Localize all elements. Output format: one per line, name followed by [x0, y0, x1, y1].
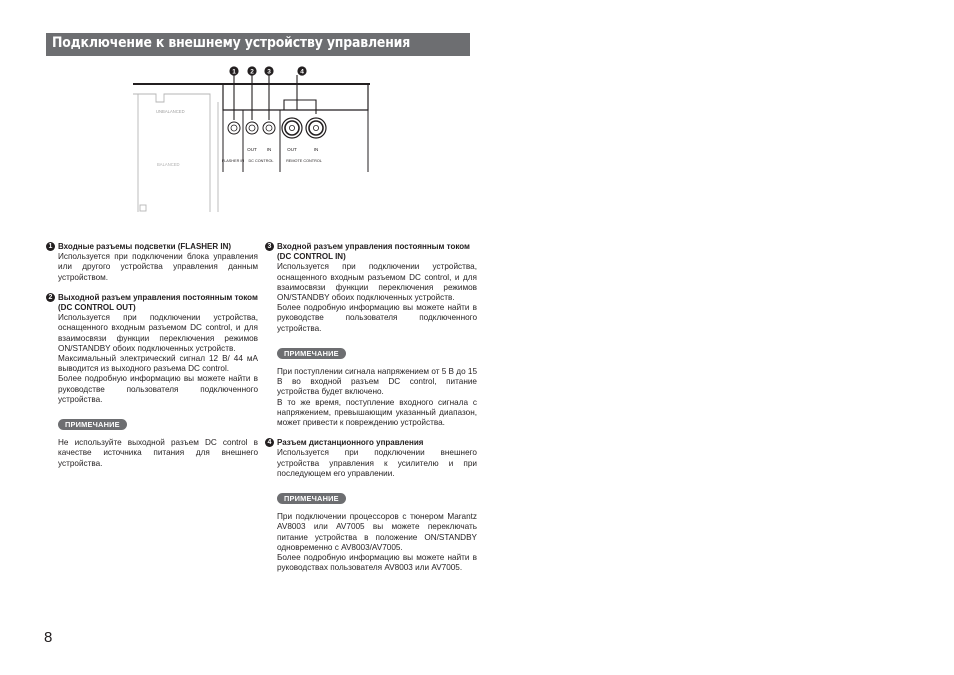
- section-heading: Входной разъем управления постоянным током (DC CONTROL IN): [277, 242, 470, 262]
- note-text: [265, 367, 477, 428]
- svg-text:1: 1: [232, 68, 236, 76]
- paragraph: Используется при подключении устройства, оснащенного входным разъемом DC control, и для взаимосвязи функции переключения режимов ON/STANDBY обоих подключенных устройств.: [58, 313, 258, 353]
- paragraph: Более подробную информацию вы можете найти в руководствах пользователя AV8003 или AV7005.: [277, 553, 477, 573]
- flasher-in-label: FLASHER IN: [221, 159, 245, 163]
- marker-4-icon: [297, 66, 306, 75]
- section-flasher-in: [46, 242, 258, 283]
- page-title-bar: [46, 33, 470, 56]
- svg-text:3: 3: [267, 68, 271, 76]
- paragraph: Максимальный электрический сигнал 12 В/ 44 мА выводится из выходного разъема DC control.: [58, 354, 258, 374]
- dc-out-label: OUT: [247, 147, 257, 152]
- section-heading: Входные разъемы подсветки (FLASHER IN): [58, 242, 232, 251]
- paragraph: Более подробную информацию вы можете найти в руководстве пользователя подключенного устройства.: [277, 303, 477, 333]
- svg-text:2: 2: [250, 68, 254, 76]
- right-column: [265, 242, 477, 573]
- note-box: [277, 493, 477, 504]
- paragraph: Более подробную информацию вы можете найти в руководстве пользователя подключенного устройства.: [58, 374, 258, 404]
- remote-control-label: REMOTE CONTROL: [286, 159, 322, 163]
- paragraph: Не используйте выходной разъем DC control в качестве источника питания для внешнего устройства.: [58, 438, 258, 468]
- remote-control-in-jack-icon: [306, 118, 326, 138]
- unbalanced-label: UNBALANCED: [156, 109, 185, 114]
- paragraph: В то же время, поступление входного сигнала с напряжением, превышающим указанный диапазон, может привести к повреждению устройства.: [277, 397, 477, 428]
- number-4-icon: 4: [265, 438, 274, 447]
- note-badge: ПРИМЕЧАНИЕ: [277, 348, 346, 359]
- note-box: [277, 348, 477, 359]
- flasher-in-jack-icon: [228, 122, 240, 134]
- note-text: [265, 512, 477, 573]
- section-body: [46, 313, 258, 405]
- section-body: Используется при подключении блока управления или другого устройства управления данным устройством.: [58, 252, 258, 282]
- dc-control-label: DC CONTROL: [248, 159, 274, 163]
- section-body: Используется при подключении внешнего устройства управления к усилителю и при последующем его управлении.: [277, 448, 477, 478]
- remote-in-label: IN: [313, 147, 319, 152]
- section-dc-control-out: [46, 293, 258, 405]
- svg-text:4: 4: [300, 68, 304, 76]
- marker-2-icon: [247, 66, 256, 75]
- left-column: [46, 242, 258, 469]
- rear-panel-diagram: [130, 62, 370, 218]
- marker-1-icon: [229, 66, 238, 75]
- number-3-icon: 3: [265, 242, 274, 251]
- dc-in-label: IN: [266, 147, 272, 152]
- section-heading: Выходной разъем управления постоянным током (DC CONTROL OUT): [58, 292, 258, 313]
- section-remote-control: [265, 438, 477, 479]
- section-dc-control-in: [265, 242, 477, 334]
- paragraph: При поступлении сигнала напряжением от 5 В до 15 В во входной разъем DC control, питание устройства будет включено.: [277, 367, 478, 397]
- section-heading: Разъем дистанционного управления: [277, 438, 424, 448]
- note-text: [46, 438, 258, 469]
- note-badge: ПРИМЕЧАНИЕ: [58, 419, 127, 430]
- note-box: [58, 419, 258, 430]
- paragraph: При подключении процессоров с тюнером Marantz AV8003 или AV7005 вы можете переключать питание устройства в положение ON/STANDBY одновременно с AV8003/AV7005.: [277, 512, 477, 552]
- dc-control-out-jack-icon: [246, 122, 258, 134]
- page-number: 8: [44, 629, 53, 646]
- note-badge: ПРИМЕЧАНИЕ: [277, 493, 346, 504]
- section-body: [265, 262, 477, 333]
- number-2-icon: 2: [46, 293, 55, 302]
- page-title: Подключение к внешнему устройству управления: [52, 35, 411, 51]
- dc-control-in-jack-icon: [263, 122, 275, 134]
- balanced-label: BALANCED: [157, 162, 180, 167]
- remote-control-out-jack-icon: [282, 118, 302, 138]
- marker-3-icon: [264, 66, 273, 75]
- remote-out-label: OUT: [287, 147, 297, 152]
- paragraph: Используется при подключении устройства, оснащенного входным разъемом DC control, и для взаимосвязи функции переключения режимов ON/STANDBY обоих подключенных устройств.: [277, 262, 477, 303]
- number-1-icon: 1: [46, 242, 55, 251]
